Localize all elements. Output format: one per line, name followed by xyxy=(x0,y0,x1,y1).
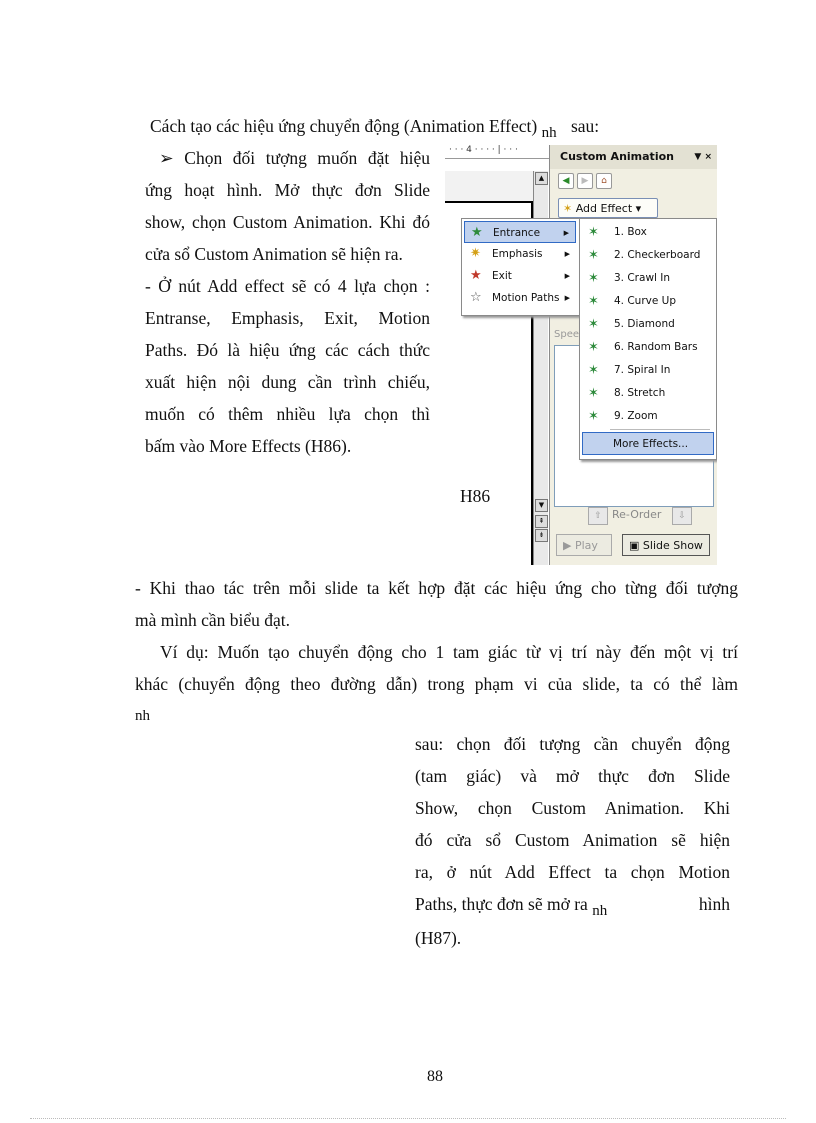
bullet2-line1: - Ở nút Add effect sẽ có 4 lựa chọn : xyxy=(145,276,430,296)
effect-item[interactable]: ✶ 3. Crawl In xyxy=(582,267,714,290)
speed-label: Spee xyxy=(554,329,579,340)
exit-star-icon: ★ xyxy=(470,268,482,283)
paragraph-3 xyxy=(135,636,738,732)
forward-icon[interactable]: ▶ xyxy=(577,173,593,189)
intro-sau: sau: xyxy=(570,116,600,136)
reorder-down-icon[interactable]: ⇩ xyxy=(672,507,692,525)
para4-line7: (H87). xyxy=(415,928,462,948)
bullet1-line3: show, chọn Custom Animation. Khi đó xyxy=(145,212,430,232)
submenu-arrow-icon: ▶ xyxy=(564,294,570,302)
effect-item[interactable]: ✶ 7. Spiral In xyxy=(582,359,714,382)
effect-star-icon: ✶ xyxy=(588,248,599,263)
effect-item[interactable]: ✶ 8. Stretch xyxy=(582,382,714,405)
add-effect-menu xyxy=(461,218,581,316)
emphasis-star-icon: ✷ xyxy=(470,246,481,261)
bullet2-line4: xuất hiện nội dung cần trình chiếu, xyxy=(145,372,430,392)
play-button[interactable]: ▶ Play xyxy=(556,534,612,556)
add-effect-button[interactable]: ✶ Add Effect ▾ xyxy=(558,198,658,218)
effect-item[interactable]: ✶ 1. Box xyxy=(582,221,714,244)
effect-star-icon: ✶ xyxy=(588,409,599,424)
para2-line2: mà mình cần biểu đạt. xyxy=(135,610,291,630)
ruler: · · · 4 · · · · | · · · xyxy=(445,145,551,159)
para3-line3: nh xyxy=(135,708,150,724)
home-icon[interactable]: ⌂ xyxy=(596,173,612,189)
scroll-up-icon[interactable]: ▲ xyxy=(535,172,548,185)
menu-exit[interactable]: ★ Exit ▶ xyxy=(464,265,576,287)
para4-line4: đó cửa sổ Custom Animation sẽ hiện xyxy=(415,830,730,850)
effect-item[interactable]: ✶ 5. Diamond xyxy=(582,313,714,336)
para3-line2: khác (chuyển động theo đường dẫn) trong phạm vi của slide, ta có thể làm xyxy=(135,674,738,694)
intro-nh: nh xyxy=(541,125,557,141)
paragraph-2 xyxy=(135,572,738,636)
effect-item[interactable]: ✶ 4. Curve Up xyxy=(582,290,714,313)
effect-star-icon: ✶ xyxy=(588,386,599,401)
para4-line1: sau: chọn đối tượng cần chuyển động xyxy=(415,734,730,754)
pane-title: Custom Animation ▼ × xyxy=(550,145,717,169)
footer-rule xyxy=(30,1118,786,1119)
bullet2-line5: muốn có thêm nhiều lựa chọn thì xyxy=(145,404,430,424)
slide-show-button[interactable]: ▣ Slide Show xyxy=(622,534,710,556)
pane-nav xyxy=(558,173,615,189)
effect-item[interactable]: ✶ 9. Zoom xyxy=(582,405,714,428)
menu-separator xyxy=(610,429,710,430)
motion-star-icon: ☆ xyxy=(470,290,482,305)
bullet2-line3: Paths. Đó là hiệu ứng các cách thức xyxy=(145,340,430,360)
menu-motion-paths[interactable]: ☆ Motion Paths ▶ xyxy=(464,287,576,309)
bullet1 xyxy=(145,142,430,462)
star-icon: ✶ xyxy=(563,202,573,215)
para4-line2: (tam giác) và mở thực đơn Slide xyxy=(415,766,730,786)
page-number: 88 xyxy=(427,1068,443,1085)
prev-slide-icon[interactable]: ⇞ xyxy=(535,515,548,528)
reorder-label: Re-Order xyxy=(612,508,662,521)
effect-star-icon: ✶ xyxy=(588,294,599,309)
submenu-arrow-icon: ▶ xyxy=(564,250,570,258)
next-slide-icon[interactable]: ⇟ xyxy=(535,529,548,542)
submenu-arrow-icon: ▶ xyxy=(564,272,570,280)
menu-emphasis[interactable]: ✷ Emphasis ▶ xyxy=(464,243,576,265)
intro-line xyxy=(150,116,600,141)
para4-line6: Paths, thực đơn sẽ mở ra nh hình xyxy=(415,894,730,919)
para4-line3: Show, chọn Custom Animation. Khi xyxy=(415,798,730,818)
intro-text: Cách tạo các hiệu ứng chuyển động (Animation Effect) xyxy=(150,116,538,136)
submenu-arrow-icon: ▶ xyxy=(563,229,569,237)
effect-star-icon: ✶ xyxy=(588,340,599,355)
paragraph-4 xyxy=(415,728,730,954)
pane-close-icon[interactable]: ▼ × xyxy=(694,152,712,162)
back-icon[interactable]: ◀ xyxy=(558,173,574,189)
reorder-up-icon[interactable]: ⇧ xyxy=(588,507,608,525)
bullet2-line6: bấm vào More Effects (H86). xyxy=(145,436,352,456)
entrance-star-icon: ★ xyxy=(471,225,483,240)
more-effects-item[interactable]: More Effects... xyxy=(582,432,714,455)
para3-line1: Ví dụ: Muốn tạo chuyển động cho 1 tam giác từ vị trí này đến một vị trí xyxy=(160,642,738,662)
slideshow-icon: ▣ xyxy=(629,539,640,552)
para2-line1: - Khi thao tác trên mỗi slide ta kết hợp đặt các hiệu ứng cho từng đối tượng xyxy=(135,578,738,598)
effect-star-icon: ✶ xyxy=(588,317,599,332)
effect-star-icon: ✶ xyxy=(588,271,599,286)
bullet1-line1: ➢ Chọn đối tượng muốn đặt hiệu xyxy=(159,148,430,168)
bullet1-line2: ứng hoạt hình. Mở thực đơn Slide xyxy=(145,180,430,200)
para4-nh: nh xyxy=(592,903,608,919)
effect-item[interactable]: ✶ 6. Random Bars xyxy=(582,336,714,359)
effect-item[interactable]: ✶ 2. Checkerboard xyxy=(582,244,714,267)
bullet-marker: ➢ xyxy=(159,148,174,168)
bullet2-line2: Entranse, Emphasis, Exit, Motion xyxy=(145,308,430,328)
para4-line5: ra, ở nút Add Effect ta chọn Motion xyxy=(415,862,730,882)
effect-star-icon: ✶ xyxy=(588,363,599,378)
entrance-submenu xyxy=(579,218,717,460)
menu-entrance[interactable]: ★ Entrance ▶ xyxy=(464,221,576,243)
effect-star-icon: ✶ xyxy=(588,225,599,240)
scroll-down-icon[interactable]: ▼ xyxy=(535,499,548,512)
bullet1-line4: cửa sổ Custom Animation sẽ hiện ra. xyxy=(145,244,403,264)
figure-label: H86 xyxy=(460,486,491,506)
